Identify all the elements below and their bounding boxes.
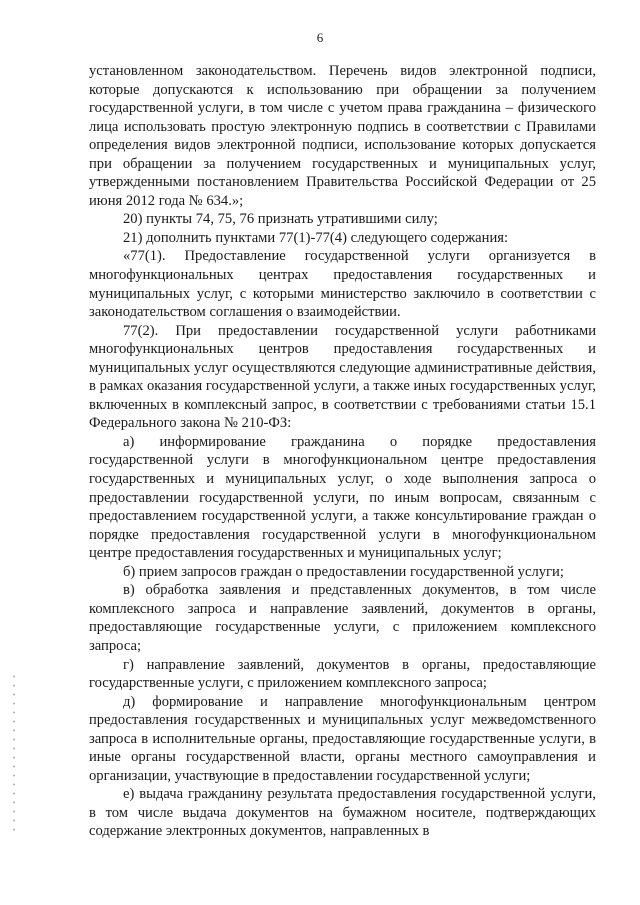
list-item-v: в) обработка заявления и представленных документов, в том числе комплексного запроса и направление заявлений, документов в органы, предоставляющие государственные услуги, с приложением комплексного запроса; [89,582,596,654]
paragraph-77-2: 77(2). При предоставлении государственной услуги работниками многофункциональных центров предоставления государственных и муниципальных услуг осуществляются следующие административные действия, в рамках оказания государственной услуги, а также иных государственных услуг, включенных в комплексный запрос, в соответствии с требованиями статьи 15.1 Федерального закона № 210-ФЗ: [89,322,596,432]
paragraph-item-21: 21) дополнить пунктами 77(1)-77(4) следующего содержания: [123,229,509,246]
document-body [89,62,596,841]
paragraph-77-1: «77(1). Предоставление государственной услуги организуется в многофункциональных центрах предоставления государственных и муниципальных услуг, с которыми министерство заключило в соответствии с законодательством соглашения о взаимодействии. [89,248,596,321]
list-item-g: г) направление заявлений, документов в органы, предоставляющие государственные услуги, с приложением комплексного запроса; [89,656,596,692]
paragraph-item-20: 20) пункты 74, 75, 76 признать утратившими силу; [123,211,438,228]
list-item-b: б) прием запросов граждан о предоставлении государственной услуги; [123,563,564,580]
list-item-d: д) формирование и направление многофункциональным центром предоставления государственных и муниципальных услуг межведомственного запроса в исполнительные органы, предоставляющие государственные услуги, в иные органы государственной власти, органы местного самоуправления и организации, участвующие в предоставлении государственной услуги; [89,693,596,784]
paragraph-continuation: установленном законодательством. Перечень видов электронной подписи, которые допускаются к использованию при обращении за получением государственной услуги, в том числе с учетом права гражданина – физического лица использовать простую электронную подпись в соответствии с Правилами определения видов электронной подписи, использование которых допускается при обращении за получением государственных и муниципальных услуг, утвержденными постановлением Правительства Российской Федерации от 25 июня 2012 года № 634.»; [89,63,596,209]
page-number: 6 [316,30,324,45]
list-item-a: а) информирование гражданина о порядке предоставления государственной услуги в многофункциональном центре предоставления государственных и муниципальных услуг, о ходе выполнения запроса о предоставлении государственной услуги, по иным вопросам, связанным с предоставлением государственной услуги, а также консультирование граждан о порядке предоставления государственной услуги в многофункциональном центре предоставления государственных и муниципальных услуг; [89,433,596,562]
list-item-e: е) выдача гражданину результата предоставления государственной услуги, в том числе выдача документов на бумажном носителе, подтверждающих содержание электронных документов, направленных в [89,786,596,840]
scan-margin-marks [13,672,15,832]
